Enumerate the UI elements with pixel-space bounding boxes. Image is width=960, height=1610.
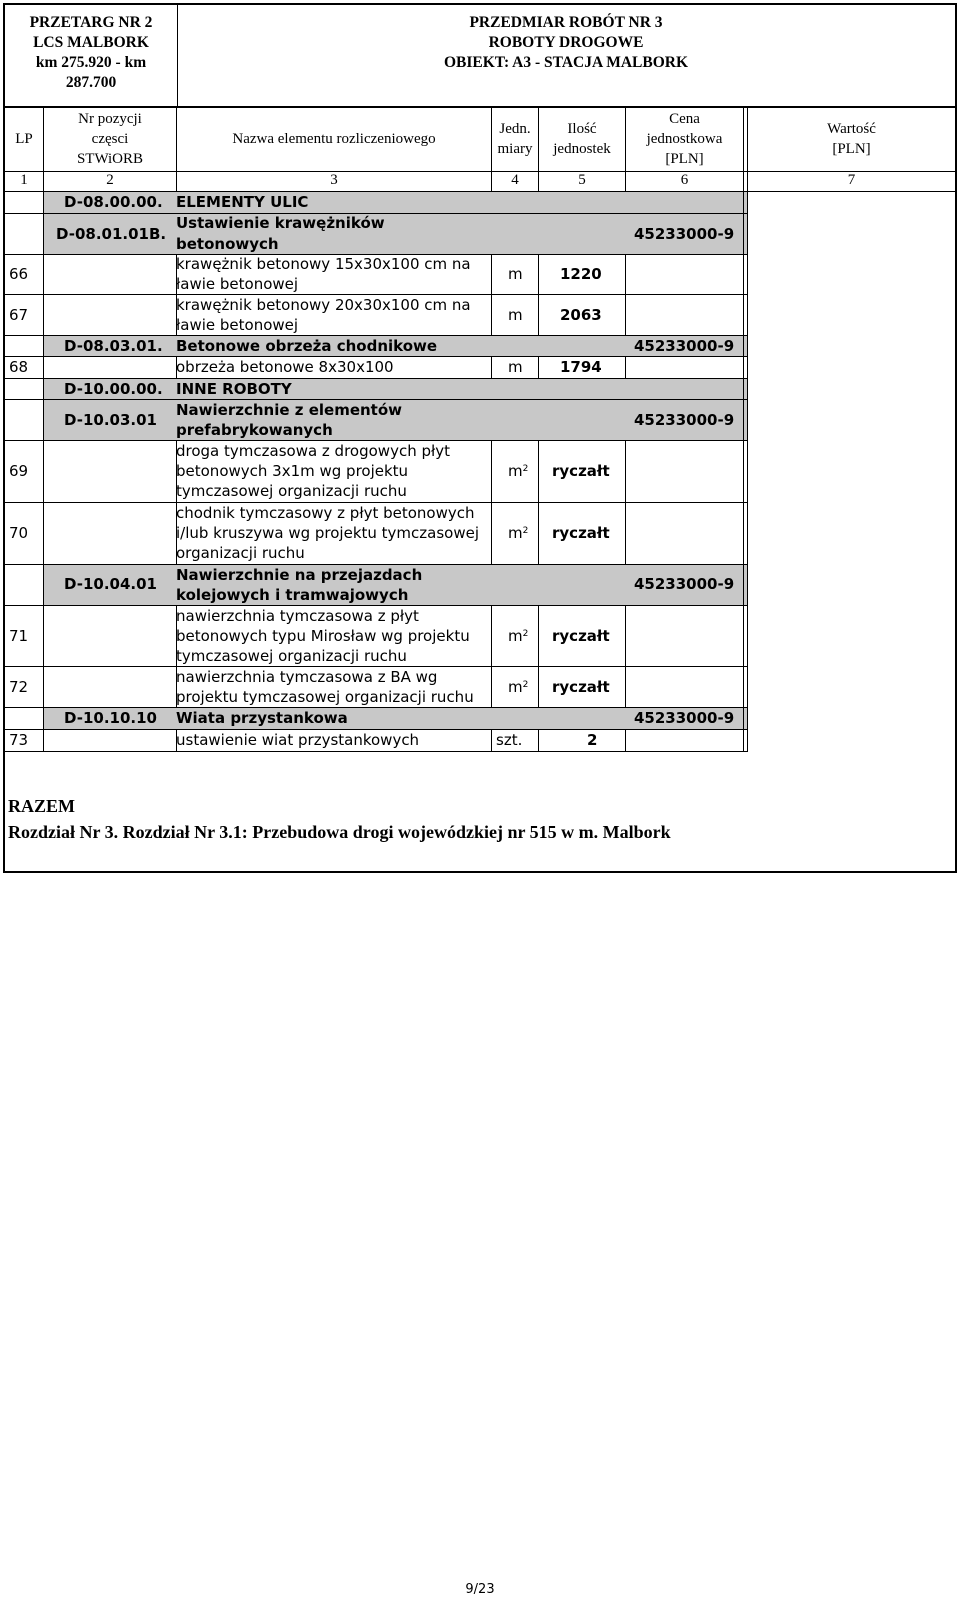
- item-name-line: organizacji ruchu: [176, 544, 305, 562]
- col-number: 5: [578, 172, 586, 188]
- page-number: 9/23: [465, 1582, 495, 1597]
- row-lp: 69: [9, 462, 29, 480]
- col-number: 1: [20, 172, 28, 188]
- item-name-line: betonowych typu Mirosław wg projektu: [176, 627, 470, 645]
- section-code: D-08.00.00.: [64, 193, 163, 211]
- col-number: 2: [106, 172, 114, 188]
- col-pozycja-label: STWiORB: [76, 151, 144, 167]
- row-lp: 73: [9, 731, 29, 749]
- quantity: 2063: [560, 306, 602, 324]
- col-nazwa-label: Nazwa elementu rozliczeniowego: [232, 131, 436, 147]
- col-wartosc: [748, 107, 955, 171]
- col-cena: [626, 107, 743, 171]
- row-lp: 68: [9, 358, 29, 376]
- quantity: ryczałt: [552, 462, 610, 480]
- row-lp: 66: [9, 265, 29, 283]
- unit-base: m: [508, 678, 523, 696]
- group-name-line: Betonowe obrzeża chodnikowe: [176, 337, 438, 355]
- col-ilosc-label: Ilość: [567, 121, 597, 137]
- item-name-line: obrzeża betonowe 8x30x100: [176, 358, 394, 376]
- col-number: 3: [330, 172, 338, 188]
- quantity: 1220: [560, 265, 602, 283]
- unit: [508, 626, 528, 646]
- col-lp: [5, 107, 43, 171]
- group-name-line: kolejowych i tramwajowych: [176, 586, 409, 604]
- item-name-line: nawierzchnia tymczasowa z płyt: [176, 607, 419, 625]
- unit: m: [508, 358, 523, 376]
- col-jedn-label: miary: [497, 141, 533, 157]
- item-name-line: tymczasowej organizacji ruchu: [176, 482, 407, 500]
- col-ilosc-label: jednostek: [553, 141, 611, 157]
- group-code: D-08.03.01.: [64, 337, 163, 355]
- unit-base: m: [508, 462, 523, 480]
- document-title: [177, 5, 955, 106]
- section-name: ELEMENTY ULIC: [176, 193, 309, 211]
- item-name-line: chodnik tymczasowy z płyt betonowych: [176, 504, 475, 522]
- row-lp: 71: [9, 627, 29, 645]
- col-cena-label: Cena: [669, 111, 700, 127]
- unit-exponent: 2: [522, 629, 529, 639]
- group-name-line: prefabrykowanych: [176, 421, 333, 439]
- unit-exponent: 2: [522, 526, 529, 536]
- group-code: D-08.01.01B.: [56, 225, 167, 243]
- col-number: 6: [680, 172, 689, 188]
- group-name-line: Ustawienie krawężników: [176, 214, 385, 232]
- unit-exponent: 2: [522, 464, 529, 474]
- col-nazwa: [177, 107, 491, 171]
- group-name-line: Nawierzchnie na przejazdach: [176, 566, 423, 584]
- tender-line: LCS MALBORK: [33, 34, 149, 51]
- col-pozycja-label: częsci: [91, 131, 129, 147]
- quantity: 2: [587, 731, 598, 749]
- col-jedn-label: Jedn.: [499, 121, 531, 137]
- item-name-line: betonowych 3x1m wg projektu: [176, 462, 409, 480]
- item-name-line: projektu tymczasowej organizacji ruchu: [176, 688, 474, 706]
- col-cena-label: [PLN]: [665, 151, 704, 167]
- unit: m: [508, 265, 523, 283]
- row-lp: 70: [9, 524, 29, 542]
- item-name-line: krawężnik betonowy 20x30x100 cm na: [176, 296, 471, 314]
- group-code: D-10.10.10: [64, 709, 157, 727]
- col-pozycja-label: Nr pozycji: [78, 111, 142, 127]
- unit: [508, 523, 528, 543]
- unit: m: [508, 306, 523, 324]
- item-name-line: ustawienie wiat przystankowych: [176, 731, 420, 749]
- col-wartosc-label: Wartość: [827, 121, 876, 137]
- item-name-line: tymczasowej organizacji ruchu: [176, 647, 407, 665]
- quantity: 1794: [560, 358, 602, 376]
- title-line: PRZEDMIAR ROBÓT NR 3: [469, 14, 663, 31]
- unit: [508, 461, 528, 481]
- item-name-line: krawężnik betonowy 15x30x100 cm na: [176, 255, 471, 273]
- razem-label: RAZEM: [8, 796, 75, 816]
- cpv-code: 45233000-9: [634, 225, 735, 243]
- item-name-line: ławie betonowej: [176, 275, 299, 293]
- quantity: ryczałt: [552, 524, 610, 542]
- item-name-line: i/lub kruszywa wg projektu tymczasowej: [176, 524, 480, 542]
- col-number: 4: [511, 172, 519, 188]
- item-name-line: ławie betonowej: [176, 316, 299, 334]
- unit: szt.: [496, 731, 523, 749]
- unit-base: m: [508, 627, 523, 645]
- unit-exponent: 2: [522, 680, 529, 690]
- cpv-code: 45233000-9: [634, 575, 735, 593]
- unit-base: m: [508, 524, 523, 542]
- item-name-line: droga tymczasowa z drogowych płyt: [176, 442, 451, 460]
- cpv-code: 45233000-9: [634, 709, 735, 727]
- col-jedn: [492, 107, 538, 171]
- group-name-line: betonowych: [176, 235, 279, 253]
- tender-line: 287.700: [65, 74, 117, 91]
- row-lp: 67: [9, 306, 29, 324]
- group-name-line: Nawierzchnie z elementów: [176, 401, 403, 419]
- group-name-line: Wiata przystankowa: [176, 709, 348, 727]
- section-code: D-10.00.00.: [64, 380, 163, 398]
- section-name: INNE ROBOTY: [176, 380, 292, 398]
- col-number: 7: [847, 172, 856, 188]
- col-ilosc: [539, 107, 625, 171]
- chapter-summary: Rozdział Nr 3. Rozdział Nr 3.1: Przebudowa drogi wojewódzkiej nr 515 w m. Malbork: [8, 822, 671, 842]
- quantity: ryczałt: [552, 678, 610, 696]
- cpv-code: 45233000-9: [634, 411, 735, 429]
- group-code: D-10.03.01: [64, 411, 157, 429]
- col-wartosc-label: [PLN]: [832, 141, 871, 157]
- tender-line: PRZETARG NR 2: [29, 14, 153, 31]
- cpv-code: 45233000-9: [634, 337, 735, 355]
- item-name-line: nawierzchnia tymczasowa z BA wg: [176, 668, 438, 686]
- row-lp: 72: [9, 678, 29, 696]
- col-pozycja: [44, 107, 176, 171]
- title-line: OBIEKT: A3 - STACJA MALBORK: [443, 54, 688, 71]
- tender-line: km 275.920 - km: [35, 54, 147, 71]
- col-cena-label: jednostkowa: [646, 131, 723, 147]
- title-line: ROBOTY DROGOWE: [488, 34, 644, 51]
- unit: [508, 677, 528, 697]
- col-lp-label: LP: [15, 131, 33, 147]
- quantity: ryczałt: [552, 627, 610, 645]
- tender-info: [5, 5, 177, 106]
- group-code: D-10.04.01: [64, 575, 157, 593]
